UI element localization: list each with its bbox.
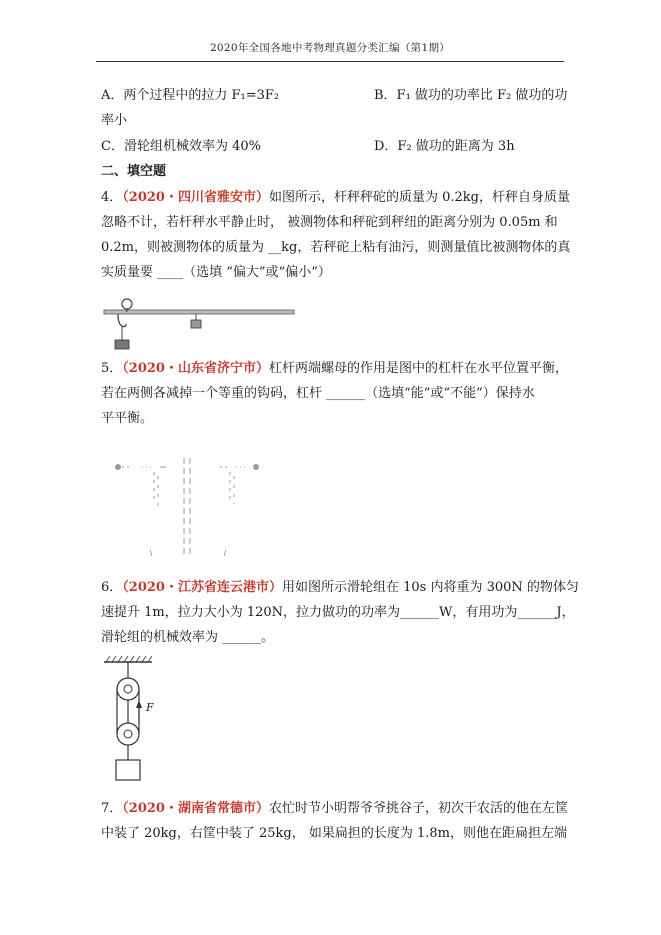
- q7-text-2: 中装了 20kg，右筐中装了 25kg， 如果扁担的长度为 1.8m，则他在距扁担左端: [101, 826, 568, 841]
- lever-right-nut: [254, 465, 259, 470]
- section-title: 二、填空题: [101, 164, 167, 179]
- force-arrow: [136, 700, 142, 708]
- q4-number: 4．: [101, 190, 123, 205]
- q4-text-2: 忽略不计，若杆秤水平静止时， 被测物体和秤砣到秤纽的距离分别为 0.05m 和: [101, 215, 558, 230]
- q5-first-line: [101, 360, 568, 378]
- fixed-pulley: [117, 678, 139, 700]
- steelyard-hook: [118, 314, 126, 327]
- q6-text-1: 用如图所示滑轮组在 10s 内将重为 300N 的物体匀: [281, 580, 579, 595]
- q7-first-line: [101, 800, 568, 818]
- lever-left-nut: [116, 465, 121, 470]
- q6-first-line: [101, 579, 579, 597]
- q5-text-2: 若在两侧各减掉一个等重的钩码，杠杆 ______（选填“能”或“不能”）保持水: [101, 386, 535, 401]
- q5-number: 5．: [101, 361, 123, 376]
- force-label: F: [146, 701, 154, 714]
- option-c: C．滑轮组机械效率为 40%: [101, 139, 261, 154]
- q7-text-1: 农忙时节小明帮爷爷挑谷子，初次干农活的他在左筐: [268, 801, 568, 816]
- option-b-continued: 率小: [101, 113, 128, 128]
- steelyard-beam: [104, 310, 294, 314]
- q5-source: （2020・山东省济宁市）: [122, 361, 269, 376]
- load-block: [116, 760, 140, 780]
- q5-text-3: 平平衡。: [101, 411, 154, 426]
- q4-text-4: 实质量要 ____（选填 “偏大”或“偏小”）: [101, 265, 331, 280]
- q6-text-2: 速提升 1m，拉力大小为 120N，拉力做功的功率为______W，有用功为______J，: [101, 605, 575, 620]
- movable-pulley: [117, 723, 139, 745]
- header-rule: [96, 61, 564, 62]
- option-d: D．F₂ 做功的距离为 3h: [374, 139, 515, 154]
- page-header: 2020年全国各地中考物理真题分类汇编（第1期）: [209, 42, 451, 54]
- q6-text-3: 滑轮组的机械效率为 ______。: [101, 630, 275, 645]
- option-b: B．F₁ 做功的功率比 F₂ 做功的功: [374, 88, 568, 103]
- steelyard-handle-loop: [122, 299, 132, 309]
- q4-text-3: 0.2m，则被测物体的质量为 __kg，若秤砣上粘有油污，则测量值比被测物体的真: [101, 240, 571, 255]
- q6-number: 6．: [101, 580, 123, 595]
- pulley-figure: [100, 656, 180, 786]
- q4-text-1: 如图所示，杆秤秤砣的质量为 0.2kg，杆秤自身质量: [268, 190, 570, 205]
- q4-source: （2020・四川省雅安市）: [122, 190, 269, 205]
- option-a: A．两个过程中的拉力 F₁=3F₂: [101, 88, 280, 103]
- q7-source: （2020・湖南省常德市）: [122, 801, 269, 816]
- counterweight: [191, 320, 201, 328]
- steelyard-figure: [100, 294, 300, 350]
- q6-source: （2020・江苏省连云港市）: [122, 580, 282, 595]
- q7-number: 7．: [101, 801, 123, 816]
- q4-first-line: [101, 189, 570, 207]
- q5-text-1: 杠杆两端螺母的作用是图中的杠杆在水平位置平衡，: [268, 361, 568, 376]
- lever-figure: [108, 454, 268, 564]
- measured-object: [115, 340, 129, 349]
